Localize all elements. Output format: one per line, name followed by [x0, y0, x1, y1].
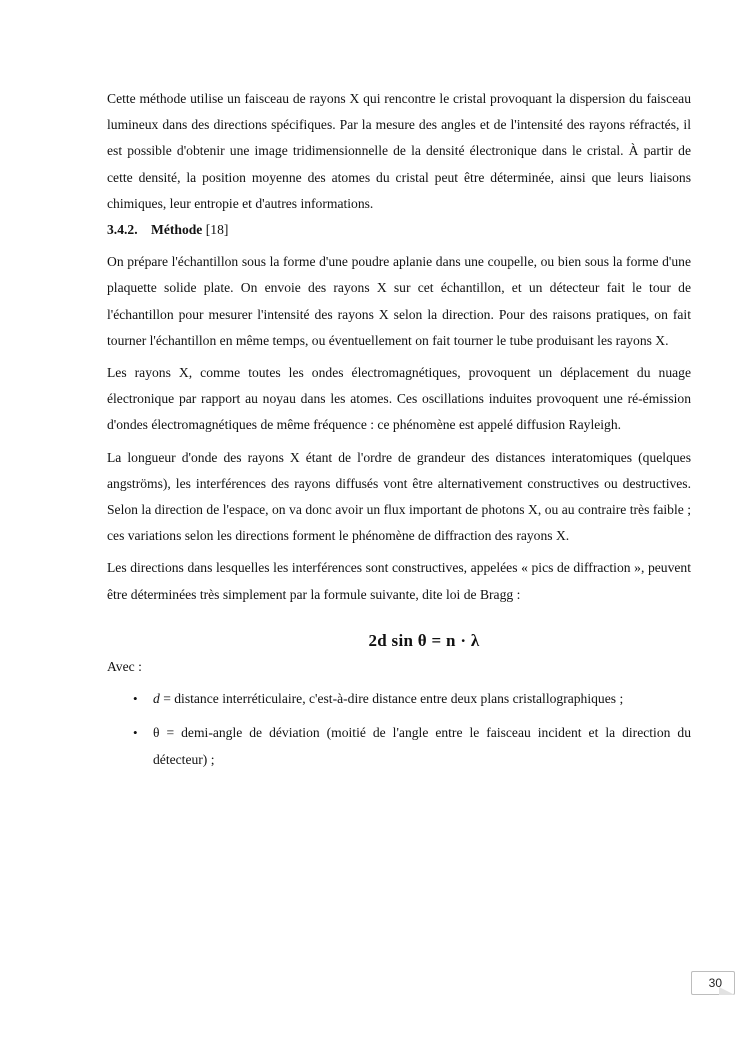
definition-text: = demi-angle de déviation (moitié de l'angle entre le faisceau incident et la direction du détecteur) ; [153, 725, 691, 767]
section-heading [107, 217, 691, 243]
definition-list [107, 686, 691, 773]
paragraph-interference: La longueur d'onde des rayons X étant de l'ordre de grandeur des distances interatomiques (quelques angströms), les interférences des rayons diffusés vont être alternativement constructives ou destructives. Selon la direction de l'espace, on va donc avoir un flux important de photons X, ou au contraire très faible ; ces variations selon les directions forment le phénomène de diffraction des rayons X. [107, 449, 691, 544]
definition-symbol: θ [153, 725, 160, 741]
paragraph-bragg-intro: Les directions dans lesquelles les interférences sont constructives, appelées « pics de diffraction », peuvent être déterminées très simplement par la formule suivante, dite loi de Bragg : [107, 560, 691, 602]
bullet-icon: • [133, 725, 138, 741]
definition-item-d [133, 686, 691, 712]
paragraph-intro: Cette méthode utilise un faisceau de rayons X qui rencontre le cristal provoquant la dispersion du faisceau lumineux dans des directions spécifiques. Par la mesure des angles et de l'intensité des rayons réfractés, il est possible d'obtenir une image tridimensionnelle de la densité électronique dans le cristal. À partir de cette densité, la position moyenne des atomes du cristal peut être déterminée, ainsi que leurs liaisons chimiques, leur entropie et d'autres informations. [107, 91, 691, 211]
definition-text: = distance interréticulaire, c'est-à-dire distance entre deux plans cristallographiques ; [159, 691, 624, 707]
paragraph-preparation: On prépare l'échantillon sous la forme d'une poudre aplanie dans une coupelle, ou bien sous la forme d'une plaquette solide plate. On envoie des rayons X sur cet échantillon, et un détecteur fait le tour de l'échantillon pour mesurer l'intensité des rayons X selon la direction. Pour des raisons pratiques, on fait tourner l'échantillon en même temps, ou éventuellement on fait tourner le tube produisant les rayons X. [107, 254, 691, 348]
section-number: 3.4.2. [107, 222, 138, 238]
section-reference: [18] [205, 222, 229, 238]
page-body [107, 86, 691, 781]
avec-label: Avec : [107, 659, 142, 675]
paragraph-rayleigh: Les rayons X, comme toutes les ondes électromagnétiques, provoquent un déplacement du nuage électronique par rapport au noyau dans les atomes. Ces oscillations induites provoquent une ré-émission d'ondes électromagnétiques de même fréquence : ce phénomène est appelé diffusion Rayleigh. [107, 365, 691, 433]
page-number: 30 [691, 971, 735, 995]
bullet-icon: • [133, 691, 138, 707]
section-title: Méthode [151, 222, 203, 238]
definition-symbol: d [153, 691, 160, 707]
definition-item-theta [133, 720, 691, 772]
page-curl-icon [719, 987, 735, 995]
bragg-formula: 2d sin θ = n · λ [368, 630, 480, 650]
